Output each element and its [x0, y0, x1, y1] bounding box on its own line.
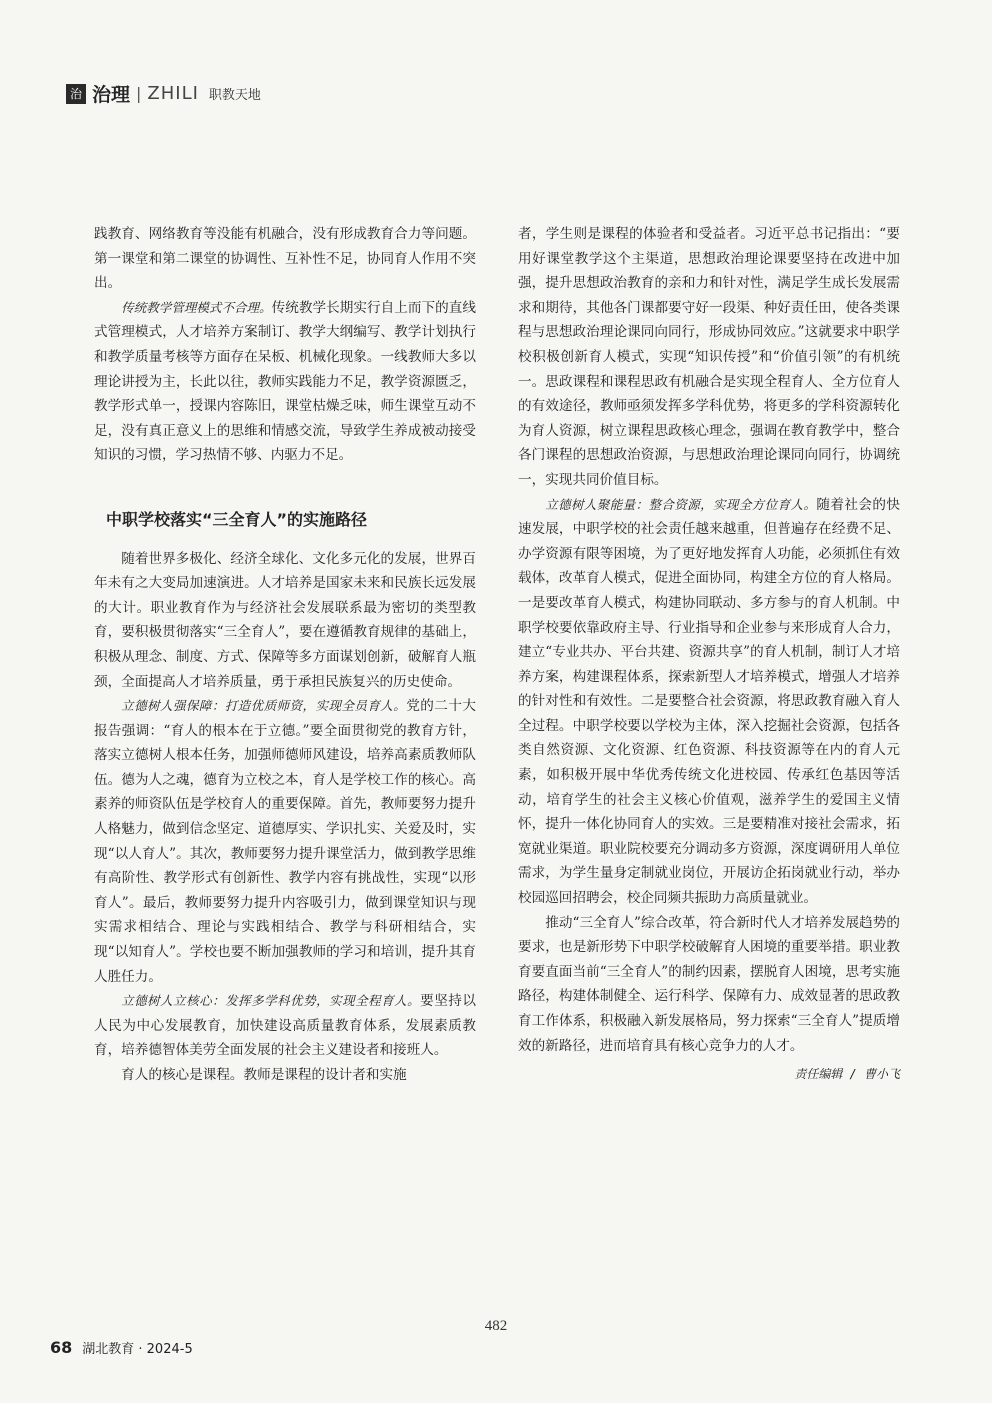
- column-title-latin: ZHILI: [147, 83, 199, 104]
- scan-page-number: 482: [484, 1318, 508, 1334]
- paragraph: 育人的核心是课程。教师是课程的设计者和实施: [121, 1067, 407, 1083]
- paragraph-body: 随着社会的快速发展，中职学校的社会责任越来越重，但普遍存在经费不足、办学资源有限等困境，为了更好地发挥育人功能，必须抓住有效载体，改革育人模式，促进全面协同，构建全方位的育人格局。一是要改革育人模式，构建协同联动、多方参与的育人机制。中职学校要依靠政府主导、行业指导和企业参与来形成育人合力，建立“专业共办、平台共建、资源共享”的育人机制，制订人才培养方案，构建课程体系，探索新型人才培养模式，增强人才培养的针对性和有效性。二是要整合社会资源，将思政教育融入育人全过程。中职学校要以学校为主体，深入挖掘社会资源，包括各类自然资源、文化资源、红色资源、科技资源等在内的育人元素，如积极开展中华优秀传统文化进校园、传承红色基因等活动，培育学生的社会主义核心价值观，滋养学生的爱国主义情怀，提升一体化协同育人的实效。三是要精准对接社会需求，拓宽就业渠道。职业院校要充分调动多方资源，深度调研用人单位需求，为学生量身定制就业岗位，开展访企拓岗就业行动，举办校园巡回招聘会，校企同频共振助力高质量就业。: [518, 496, 900, 907]
- paragraph-lead: 立德树人强保障：打造优质师资，实现全员育人。: [121, 698, 407, 714]
- paragraph: [94, 694, 476, 989]
- paragraph-body: 党的二十大报告强调：“育人的根本在于立德。”要全面贯彻党的教育方针，落实立德树人根本任务，加强师德师风建设，培养高素质教师队伍。德为人之魂，德育为立校之本，育人是学校工作的核心。高素养的师资队伍是学校育人的重要保障。首先，教师要努力提升人格魅力，做到信念坚定、道德厚实、学识扎实、关爱及时，实现“以人育人”。其次，教师要努力提升课堂活力，做到教学思维有高阶性、教学形式有创新性、教学内容有挑战性，实现“以形育人”。最后，教师要努力提升内容吸引力，做到课堂知识与现实需求相结合、理论与实践相结合、教学与科研相结合，实现“以知育人”。学校也要不断加强教师的学习和培训，提升其育人胜任力。: [94, 698, 476, 985]
- column-subtitle: 职教天地: [208, 88, 261, 103]
- left-column: [94, 222, 476, 1088]
- page-footer: [50, 1338, 193, 1357]
- paragraph: [94, 296, 476, 468]
- paragraph-lead: 立德树人立核心：发挥多学科优势，实现全程育人。: [121, 993, 421, 1009]
- paragraph: 者，学生则是课程的体验者和受益者。习近平总书记指出：“要用好课堂教学这个主渠道，思想政治理论课要坚持在改进中加强，提升思想政治教育的亲和力和针对性，满足学生成长发展需求和期待，其他各门课都要守好一段渠、种好责任田，使各类课程与思想政治理论课同向同行，形成协同效应。”这就要求中职学校积极创新育人模式，实现“知识传授”和“价值引领”的有机统一。思政课程和课程思政有机融合是实现全程育人、全方位育人的有效途径，教师亟须发挥多学科优势，将更多的学科资源转化为育人资源，树立课程思政核心理念，强调在教育教学中，整合各门课程的思想政治资源，与思想政治理论课同向同行，协调统一，实现共同价值目标。: [518, 226, 900, 488]
- responsible-editor: 责任编辑 / 曹小飞: [794, 1067, 900, 1082]
- column-logo-icon: 治: [66, 84, 86, 104]
- header-separator: |: [136, 84, 142, 103]
- paragraph: 随着世界多极化、经济全球化、文化多元化的发展，世界百年未有之大变局加速演进。人才培养是国家未来和民族长远发展的大计。职业教育作为与经济社会发展联系最为密切的类型教育，要积极贯彻落实“三全育人”，要在遵循教育规律的基础上，积极从理念、制度、方式、保障等多方面谋划创新，破解育人瓶颈，全面提高人才培养质量，勇于承担民族复兴的历史使命。: [94, 550, 476, 690]
- paragraph: [518, 493, 900, 911]
- page-header: [66, 80, 261, 107]
- paragraph-body: 传统教学长期实行自上而下的直线式管理模式，人才培养方案制订、教学大纲编写、教学计划执行和教学质量考核等方面存在呆板、机械化现象。一线教师大多以理论讲授为主，长此以往，教师实践能力不足，教学资源匮乏，教学形式单一，授课内容陈旧，课堂枯燥乏味，师生课堂互动不足，没有真正意义上的思维和情感交流，导致学生养成被动接受知识的习惯，学习热情不够、内驱力不足。: [94, 299, 476, 464]
- column-title: 治理: [92, 84, 131, 106]
- paragraph-lead: 传统教学管理模式不合理。: [121, 299, 272, 315]
- right-column: [518, 222, 900, 1087]
- section-heading: 中职学校落实“三全育人”的实施路径: [106, 509, 368, 529]
- paragraph-body: 要坚持以人民为中心发展教育，加快建设高质量教育体系，发展素质教育，培养德智体美劳全面发展的社会主义建设者和接班人。: [94, 993, 476, 1059]
- journal-issue: 湖北教育 · 2024-5: [82, 1342, 193, 1357]
- paragraph: 践教育、网络教育等没能有机融合，没有形成教育合力等问题。第一课堂和第二课堂的协调性、互补性不足，协同育人作用不突出。: [94, 226, 476, 292]
- paragraph-lead: 立德树人聚能量：整合资源，实现全方位育人。: [545, 496, 817, 512]
- paragraph: 推动“三全育人”综合改革，符合新时代人才培养发展趋势的要求，也是新形势下中职学校破解育人困境的重要举措。职业教育要直面当前“三全育人”的制约因素，摆脱育人困境，思考实施路径，构建体制健全、运行科学、保障有力、成效显著的思政教育工作体系，积极融入新发展格局，努力探索“三全育人”提质增效的新路径，进而培育具有核心竞争力的人才。: [518, 914, 900, 1054]
- paragraph: [94, 989, 476, 1063]
- page-number: 68: [50, 1338, 73, 1357]
